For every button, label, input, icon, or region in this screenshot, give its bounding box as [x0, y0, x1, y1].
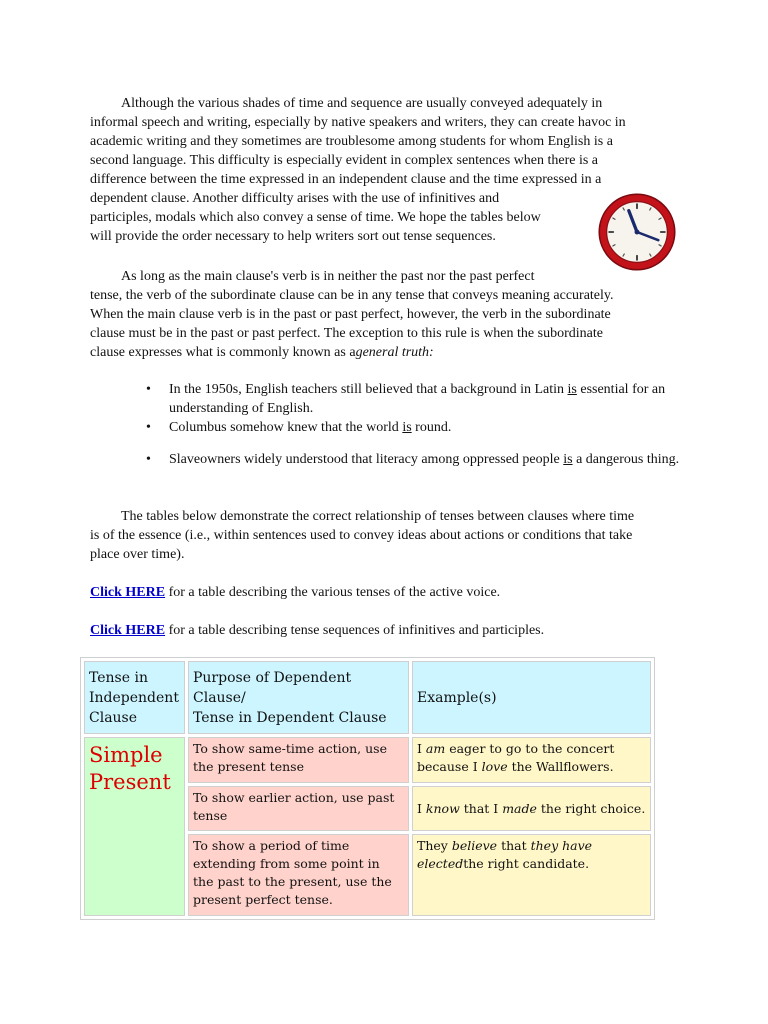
list-item	[146, 380, 686, 418]
verb: is	[402, 420, 412, 435]
text-run: the right choice.	[536, 800, 646, 816]
active-voice-table-link[interactable]: Click HERE	[90, 585, 166, 600]
header-line: Tense in	[89, 669, 148, 686]
link-description: for a table describing the various tenses of the active voice.	[165, 585, 501, 600]
tables-intro-paragraph	[90, 507, 678, 564]
text-line: Although the various shades of time and sequence are usually conveyed adequately in	[121, 96, 603, 111]
header-line: Purpose of Dependent	[193, 669, 352, 686]
header-line: Clause/	[193, 689, 246, 706]
text-run: eager to go to the concert because I	[417, 741, 615, 774]
text-run: round.	[411, 420, 452, 435]
text-run: I	[417, 741, 426, 756]
text-line: The tables below demonstrate the correct relationship of tenses between clauses where time	[121, 509, 635, 524]
text-line: informal speech and writing, especially by native speakers and writers, they can create havoc in	[90, 115, 626, 130]
text-run: the right candidate.	[463, 856, 590, 871]
bullet-icon: •	[146, 452, 151, 467]
text-run: Columbus somehow knew that the world	[169, 420, 403, 435]
infinitives-table-link[interactable]: Click HERE	[90, 623, 166, 638]
text-run: that I	[459, 800, 503, 816]
header-purpose	[188, 661, 409, 734]
text-run: I	[417, 800, 426, 816]
purpose-cell: To show earlier action, use past tense	[188, 786, 409, 831]
text-run: that	[497, 838, 531, 853]
active-voice-link-line	[90, 583, 678, 602]
text-run: They	[417, 838, 452, 853]
list-item	[146, 450, 686, 469]
infinitives-link-line	[90, 621, 678, 640]
text-line: participles, modals which also convey a sense of time. We hope the tables below	[90, 210, 541, 225]
tense-cell-simple-present	[84, 737, 185, 916]
text-line: will provide the order necessary to help writers sort out tense sequences.	[90, 229, 496, 244]
verb: made	[502, 800, 537, 816]
rule-paragraph	[90, 267, 678, 362]
verb: they have elected	[417, 838, 593, 871]
purpose-cell: To show a period of time extending from some point in the past to the present, use the present perfect tense.	[188, 834, 409, 916]
text-run: Slaveowners widely understood that literacy among oppressed people	[169, 452, 564, 467]
text-line: When the main clause verb is in the past or past perfect, however, the verb in the subordinate	[90, 307, 611, 322]
list-item	[146, 418, 686, 437]
table-row	[84, 737, 651, 783]
header-line: Tense in Dependent Clause	[193, 709, 387, 726]
text-line: is of the essence (i.e., within sentences used to convey ideas about actions or conditions that take	[90, 528, 633, 543]
bullet-icon: •	[146, 420, 151, 435]
text-line: clause must be in the past or past perfect. The exception to this rule is when the subordinate	[90, 326, 603, 341]
text-run: clause expresses what is commonly known as a	[90, 345, 356, 360]
tense-name	[89, 742, 180, 796]
header-line: Clause	[89, 709, 138, 726]
text-line: tense, the verb of the subordinate clause can be in any tense that conveys meaning accurately.	[90, 288, 614, 303]
general-truth-examples	[146, 380, 686, 469]
link-description: for a table describing tense sequences of infinitives and participles.	[165, 623, 545, 638]
general-truth-term: general truth:	[355, 345, 434, 360]
verb: know	[425, 800, 460, 816]
intro-paragraph	[90, 94, 678, 246]
header-line: Independent	[89, 689, 179, 706]
text-line: place over time).	[90, 547, 185, 562]
header-examples: Example(s)	[412, 661, 651, 734]
verb: love	[481, 759, 508, 774]
text-line: difference between the time expressed in an independent clause and the time expressed in a	[90, 172, 602, 187]
text-run: essential for an understanding of English.	[169, 382, 666, 416]
text-line: academic writing and they sometimes are troublesome among students for whom English is a	[90, 134, 613, 149]
text-line: dependent clause. Another difficulty arises with the use of infinitives and	[90, 191, 500, 206]
verb: is	[567, 382, 577, 397]
verb: believe	[451, 838, 498, 853]
tense-name-line: Present	[89, 770, 171, 794]
text-run: the Wallflowers.	[507, 759, 614, 774]
example-cell	[412, 834, 651, 916]
table-header-row	[84, 661, 651, 734]
verb: am	[425, 741, 446, 756]
header-tense-independent	[84, 661, 185, 734]
example-cell	[412, 786, 651, 831]
text-line: second language. This difficulty is especially evident in complex sentences when there is a	[90, 153, 598, 168]
clock-icon	[596, 191, 678, 273]
bullet-icon: •	[146, 382, 151, 397]
text-line: As long as the main clause's verb is in neither the past nor the past perfect	[121, 269, 535, 284]
text-line	[90, 343, 678, 362]
text-run: In the 1950s, English teachers still believed that a background in Latin	[169, 382, 568, 397]
tense-name-line: Simple	[89, 743, 163, 767]
purpose-cell: To show same-time action, use the present tense	[188, 737, 409, 783]
text-run: a dangerous thing.	[572, 452, 680, 467]
tense-sequence-table	[80, 657, 655, 920]
example-cell	[412, 737, 651, 783]
verb: is	[563, 452, 573, 467]
